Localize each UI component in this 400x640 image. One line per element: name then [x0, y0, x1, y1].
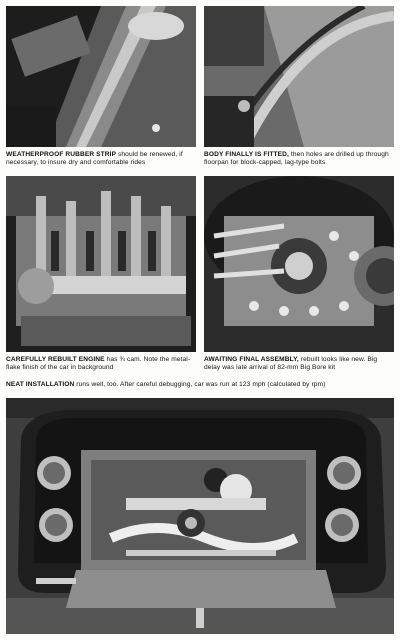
photo-rubber-strip	[6, 6, 196, 147]
caption-body-fitted: BODY FINALLY IS FITTED, then holes are drilled up through floorpan for block-capped, lag-type bolts	[204, 151, 389, 167]
photo-awaiting-assembly	[204, 176, 394, 352]
caption-awaiting-assembly: AWAITING FINAL ASSEMBLY, rebuilt looks like new. Big delay was late arrival of 82-mm Big Bore kit	[204, 356, 378, 372]
caption-neat-installation: NEAT INSTALLATION runs well, too. After careful debugging, car was run at 123 mph (calculated by rpm)	[6, 381, 326, 388]
photo-rebuilt-engine	[6, 176, 196, 352]
caption-rubber-strip: WEATHERPROOF RUBBER STRIP should be renewed, if necessary, to insure dry and comfortable rides	[6, 151, 183, 167]
photo-neat-installation	[6, 398, 394, 634]
photo-body-fitted	[204, 6, 394, 147]
caption-rebuilt-engine: CAREFULLY REBUILT ENGINE has ¾ cam. Note the metal-flake finish of the car in background	[6, 356, 191, 372]
